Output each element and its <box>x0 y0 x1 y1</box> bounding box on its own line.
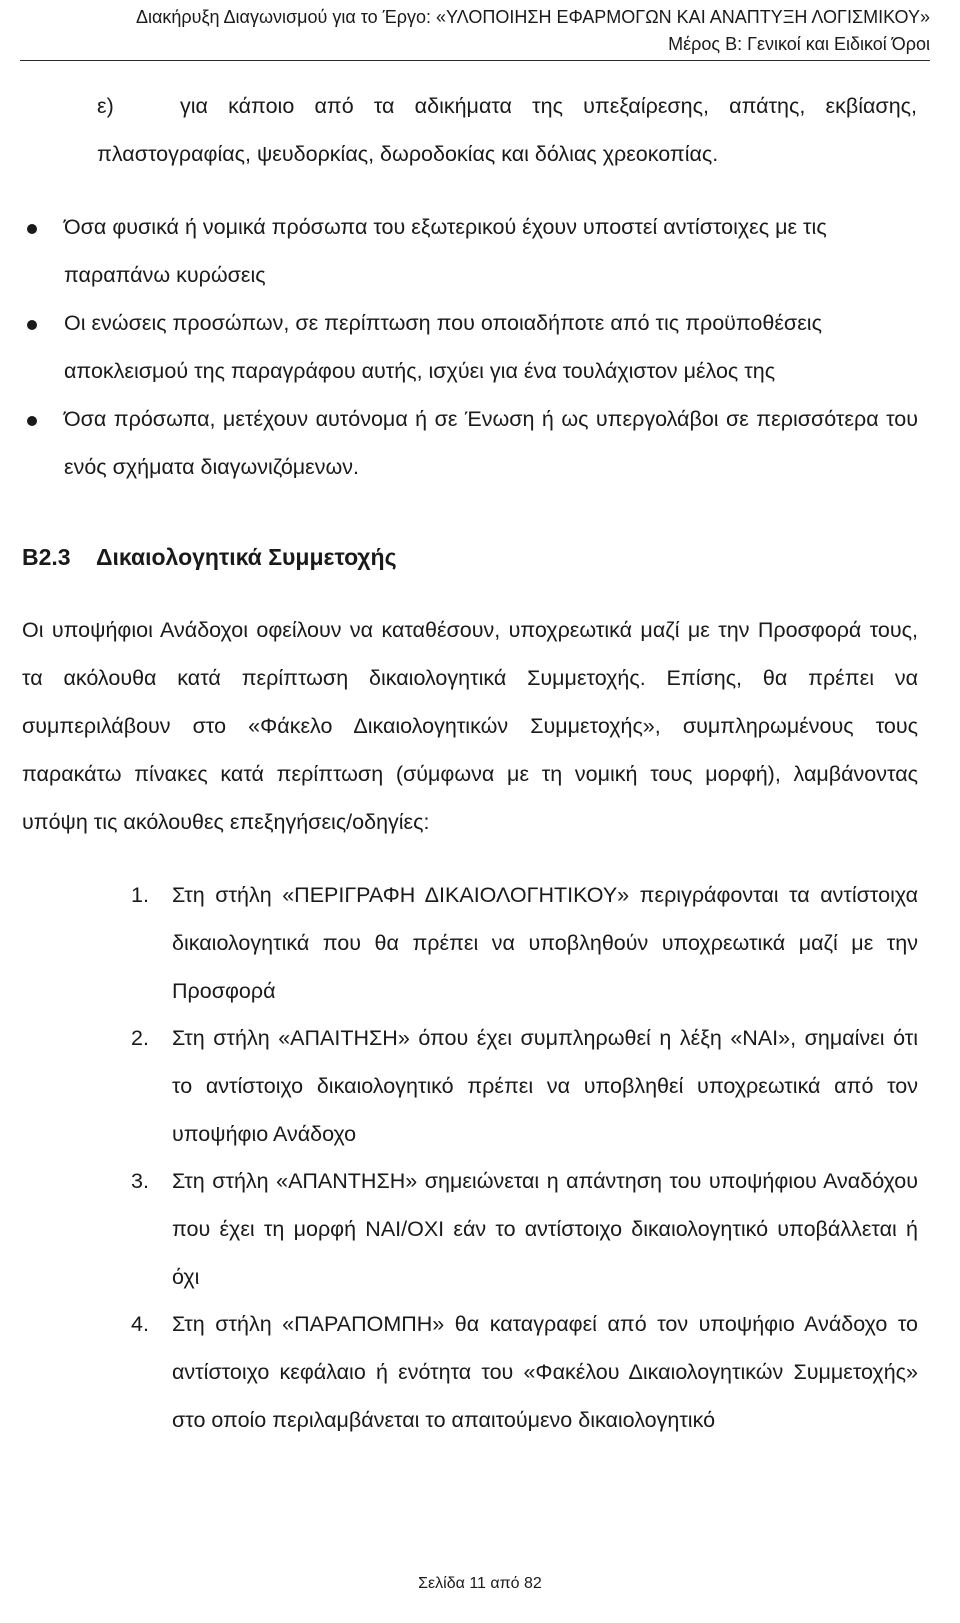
intro-paragraph: Οι υποψήφιοι Ανάδοχοι οφείλουν να καταθέσουν, υποχρεωτικά μαζί με την Προσφορά τους, τα ακόλουθα κατά περίπτωση δικαιολογητικά Συμμετοχής. Επίσης, θα πρέπει να συμπεριλάβουν στο «Φάκελο Δικαιολογητικών Συμμετοχής», συμπληρωμένους τους παρακάτω πίνακες κατά περίπτωση (σύμφωνα με τη νομική τους μορφή), λαμβάνοντας υπόψη τις ακόλουθες επεξηγήσεις/οδηγίες: <box>22 618 918 834</box>
section-heading <box>22 542 397 572</box>
numbered-item-text: Στη στήλη «ΑΠΑΙΤΗΣΗ» όπου έχει συμπληρωθεί η λέξη «ΝΑΙ», σημαίνει ότι το αντίστοιχο δικαιολογητικό πρέπει να υποβληθεί υποχρεωτικά από τον υποψήφιο Ανάδοχο <box>172 1026 918 1146</box>
bullet-icon <box>27 224 37 234</box>
bullet-item: Όσα φυσικά ή νομικά πρόσωπα του εξωτερικού έχουν υποστεί αντίστοιχες με τις παραπάνω κυρώσεις <box>64 215 827 287</box>
list-item-e-text: για κάποιο από τα αδικήματα της υπεξαίρεσης, απάτης, εκβίασης, πλαστογραφίας, ψευδορκίας, δωροδοκίας και δόλιας χρεοκοπίας. <box>97 94 917 166</box>
section-title: Δικαιολογητικά Συμμετοχής <box>96 544 397 570</box>
header-document-title: Διακήρυξη Διαγωνισμού για το Έργο: «ΥΛΟΠΟΙΗΣΗ ΕΦΑΡΜΟΓΩΝ ΚΑΙ ΑΝΑΠΤΥΞΗ ΛΟΓΙΣΜΙΚΟΥ» <box>135 7 930 27</box>
numbered-item-number: 3. <box>131 1169 149 1193</box>
numbered-item-text: Στη στήλη «ΠΑΡΑΠΟΜΠΗ» θα καταγραφεί από τον υποψήφιο Ανάδοχο το αντίστοιχο κεφάλαιο ή ενότητα του «Φακέλου Δικαιολογητικών Συμμετοχής» στο οποίο περιλαμβάνεται το απαιτούμενο δικαιολογητικό <box>172 1312 918 1432</box>
header-divider <box>20 60 930 61</box>
bullet-item: Οι ενώσεις προσώπων, σε περίπτωση που οποιαδήποτε από τις προϋποθέσεις αποκλεισμού της παραγράφου αυτής, ισχύει για ένα τουλάχιστον μέλος της <box>64 311 822 383</box>
numbered-item-number: 1. <box>131 883 149 907</box>
page-number: Σελίδα 11 από 82 <box>418 1575 542 1592</box>
page-header <box>30 4 930 58</box>
numbered-item-number: 2. <box>131 1026 149 1050</box>
bullet-icon <box>27 416 37 426</box>
bullet-item: Όσα πρόσωπα, μετέχουν αυτόνομα ή σε Ένωση ή ως υπεργολάβοι σε περισσότερα του ενός σχήματα διαγωνιζόμενων. <box>64 407 918 479</box>
list-item-label-e: ε) <box>97 94 114 118</box>
section-number: Β2.3 <box>22 544 71 570</box>
bullet-icon <box>27 320 37 330</box>
numbered-item-number: 4. <box>131 1312 149 1336</box>
header-part-title: Μέρος Β: Γενικοί και Ειδικοί Όροι <box>668 34 930 54</box>
numbered-item-text: Στη στήλη «ΠΕΡΙΓΡΑΦΗ ΔΙΚΑΙΟΛΟΓΗΤΙΚΟΥ» περιγράφονται τα αντίστοιχα δικαιολογητικά που θα πρέπει να υποβληθούν υποχρεωτικά μαζί με την Προσφορά <box>172 883 918 1003</box>
numbered-item-text: Στη στήλη «ΑΠΑΝΤΗΣΗ» σημειώνεται η απάντηση του υποψήφιου Αναδόχου που έχει τη μορφή ΝΑΙ/ΟΧΙ εάν το αντίστοιχο δικαιολογητικό υποβάλλεται ή όχι <box>172 1169 918 1289</box>
